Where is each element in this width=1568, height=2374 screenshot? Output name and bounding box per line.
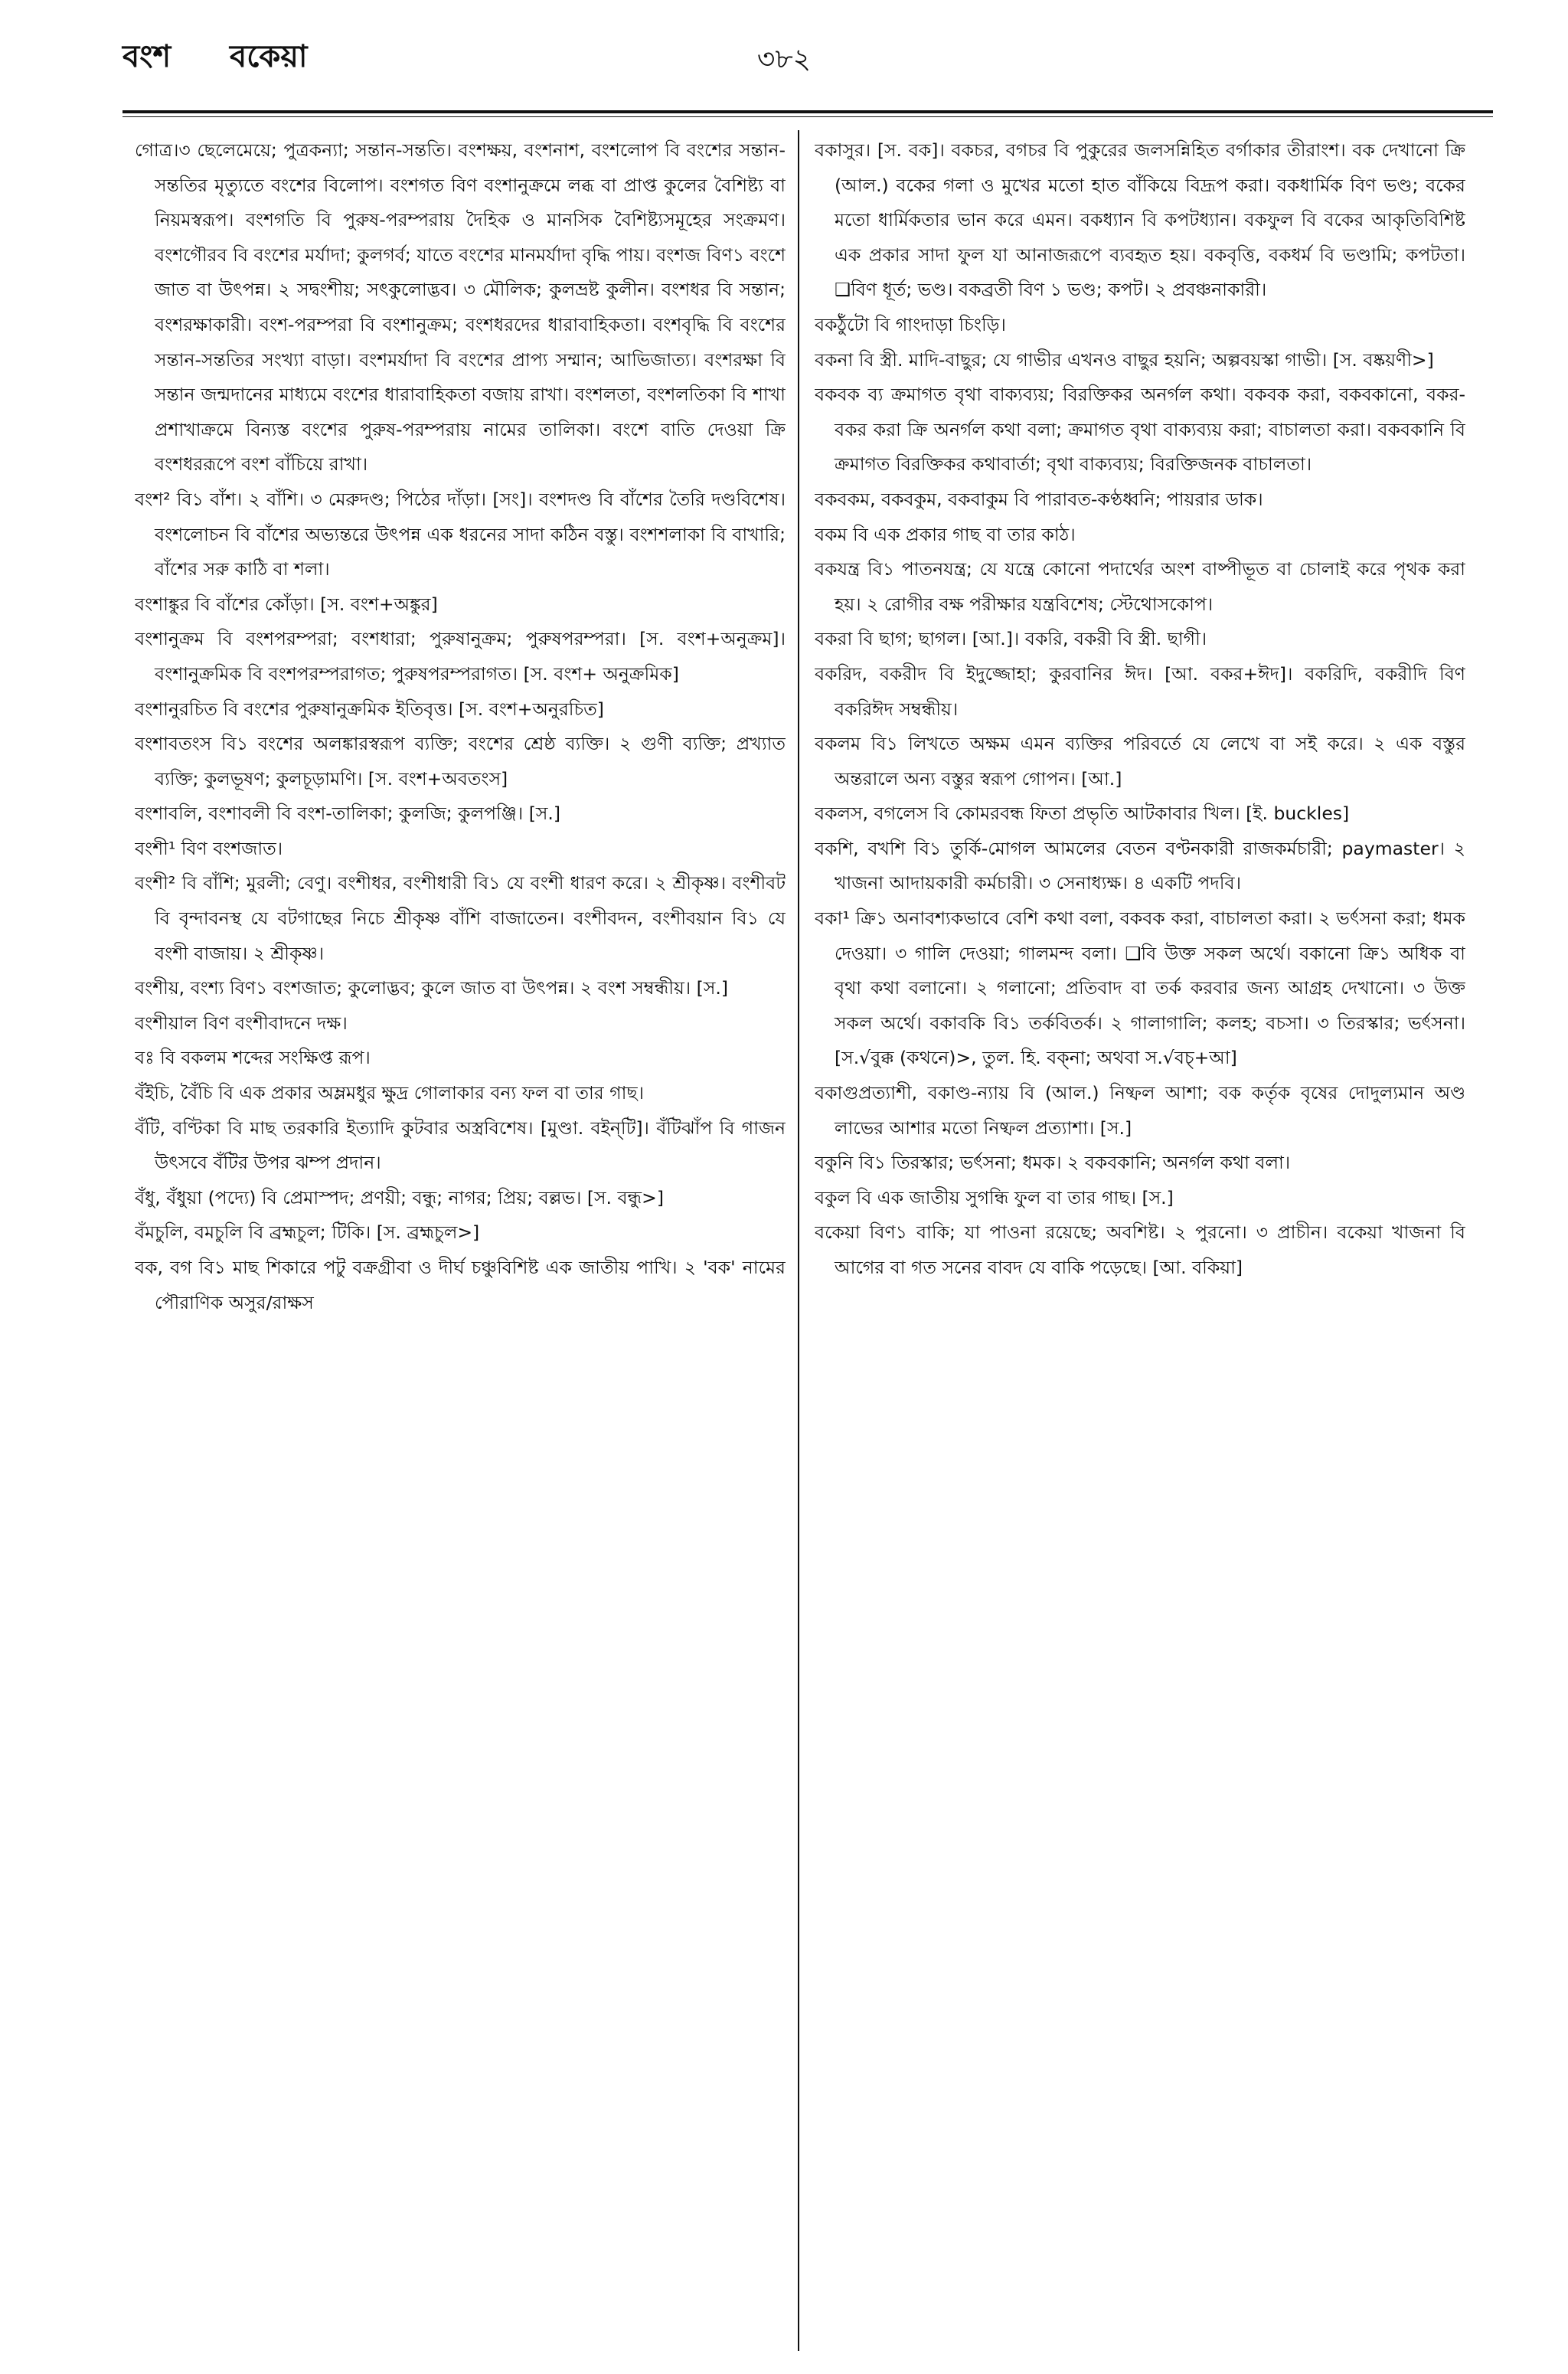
dictionary-entry: বকলস, বগলেস বি কোমরবন্ধ ফিতা প্রভৃতি আটকাবার খিল। [ই. buckles] <box>815 803 1350 825</box>
dictionary-entry: বংশাবতংস বি১ বংশের অলঙ্কারস্বরূপ ব্যক্তি; বংশের শ্রেষ্ঠ ব্যক্তি। ২ গুণী ব্যক্তি; প্রখ্যাত ব্যক্তি; কুলভূষণ; কুলচূড়ামণি। [স. বংশ+অবতংস] <box>135 733 786 790</box>
dictionary-entry: বকঠুঁটো বি গাংদাড়া চিংড়ি। <box>815 313 1006 335</box>
dictionary-entry: বকুল বি এক জাতীয় সুগন্ধি ফুল বা তার গাছ। [স.] <box>815 1186 1174 1208</box>
dictionary-entry: বংশাবলি, বংশাবলী বি বংশ-তালিকা; কুলজি; কুলপঞ্জি। [স.] <box>135 803 561 825</box>
dictionary-entry: বকনা বি স্ত্রী. মাদি-বাছুর; যে গাভীর এখনও বাছুর হয়নি; অল্পবয়স্কা গাভী। [স. বষ্কয়ণী>] <box>815 348 1434 371</box>
dictionary-entry: বকুনি বি১ তিরস্কার; ভর্ৎসনা; ধমক। ২ বকবকানি; অনর্গল কথা বলা। <box>815 1152 1291 1174</box>
dictionary-entry: বকা¹ ক্রি১ অনাবশ্যকভাবে বেশি কথা বলা, বকবক করা, বাচালতা করা। ২ ভর্ৎসনা করা; ধমক দেওয়া। ৩ গালি দেওয়া; গালমন্দ বলা। ❑বি উক্ত সকল অর্থে। বকানো ক্রি১ অধিক বা বৃথা কথা বলানো। ২ গলানো; প্রতিবাদ বা তর্ক করবার জন্য আগ্রহ দেখানো। ৩ উক্ত সকল অর্থে। বকাবকি বি১ তর্কবিতর্ক। ২ গালাগালি; কলহ; বচসা। ৩ তিরস্কার; ভর্ৎসনা। [স.√বুক্ক (কথনে)>, তুল. হি. বক্‌না; অথবা স.√বচ্+আ] <box>815 907 1465 1069</box>
left-column <box>135 133 786 2354</box>
dictionary-entry: বংশানুরচিত বি বংশের পুরুষানুক্রমিক ইতিবৃত্ত। [স. বংশ+অনুরচিত] <box>135 698 604 720</box>
header-rule <box>122 110 1493 113</box>
dictionary-entry: বকবকম, বকবকুম, বকবাকুম বি পারাবত-কণ্ঠধ্বনি; পায়রার ডাক। <box>815 488 1263 510</box>
page-header <box>0 34 1568 87</box>
dictionary-entry: বঁধু, বঁধুয়া (পদ্যে) বি প্রেমাস্পদ; প্রণয়ী; বন্ধু; নাগর; প্রিয়; বল্লভ। [স. বন্ধু>] <box>135 1186 665 1208</box>
header-rule-thin <box>122 116 1493 117</box>
right-column <box>815 133 1465 2354</box>
dictionary-entry: বকযন্ত্র বি১ পাতনযন্ত্র; যে যন্ত্রে কোনো পদার্থের অংশ বাষ্পীভূত বা চোলাই করে পৃথক করা হয়। ২ রোগীর বক্ষ পরীক্ষার যন্ত্রবিশেষ; স্টেথোসকোপ। <box>815 558 1465 615</box>
dictionary-entry: বংশ² বি১ বাঁশ। ২ বাঁশি। ৩ মেরুদণ্ড; পিঠের দাঁড়া। [সং]। বংশদণ্ড বি বাঁশের তৈরি দণ্ডবিশেষ। বংশলোচন বি বাঁশের অভ্যন্তরে উৎপন্ন এক ধরনের সাদা কঠিন বস্তু। বংশশলাকা বি বাখারি; বাঁশের সরু কাঠি বা শলা। <box>135 488 786 580</box>
dictionary-entry: বংশাঙ্কুর বি বাঁশের কোঁড়া। [স. বংশ+অঙ্কুর] <box>135 593 438 615</box>
dictionary-entry: বংশীয়াল বিণ বংশীবাদনে দক্ষ। <box>135 1012 348 1034</box>
dictionary-entry: বংশী¹ বিণ বংশজাত। <box>135 837 283 859</box>
dictionary-entry: বঁমচুলি, বমচুলি বি ব্রহ্মচুল; টিকি। [স. ব্রহ্মচুল>] <box>135 1221 480 1244</box>
first-guide-word: বংশ <box>122 39 172 74</box>
dictionary-entry: বকশি, বখশি বি১ তুর্কি-মোগল আমলের বেতন বণ্টনকারী রাজকর্মচারী; paymaster। ২ খাজনা আদায়কারী কর্মচারী। ৩ সেনাধ্যক্ষ। ৪ একটি পদবি। <box>815 837 1465 894</box>
dictionary-entry: বকেয়া বিণ১ বাকি; যা পাওনা রয়েছে; অবশিষ্ট। ২ পুরনো। ৩ প্রাচীন। বকেয়া খাজনা বি আগের বা গত সনের বাবদ যে বাকি পড়েছে। [আ. বকিয়া] <box>815 1221 1465 1278</box>
dictionary-entry: বকম বি এক প্রকার গাছ বা তার কাঠ। <box>815 523 1076 545</box>
dictionary-entry: বকরিদ, বকরীদ বি ইদুজ্জোহা; কুরবানির ঈদ। [আ. বকর+ঈদ]। বকরিদি, বকরীদি বিণ বকরিঈদ সম্বন্ধীয়। <box>815 662 1465 720</box>
dictionary-entry: বকবক ব্য ক্রমাগত বৃথা বাক্যব্যয়; বিরক্তিকর অনর্গল কথা। বকবক করা, বকবকানো, বকর-বকর করা ক্রি অনর্গল কথা বলা; ক্রমাগত বৃথা বাক্যব্যয় করা; বাচালতা করা। বকবকানি বি ক্রমাগত বিরক্তিকর কথাবার্তা; বৃথা বাক্যব্যয়; বিরক্তিজনক বাচালতা। <box>815 384 1465 476</box>
dictionary-entry: বঃ বি বকলম শব্দের সংক্ষিপ্ত রূপ। <box>135 1047 371 1069</box>
dictionary-entry: গোত্র।৩ ছেলেমেয়ে; পুত্রকন্যা; সন্তান-সন্ততি। বংশক্ষয়, বংশনাশ, বংশলোপ বি বংশের সন্তান-সন্ততির মৃত্যুতে বংশের বিলোপ। বংশগত বিণ বংশানুক্রমে লব্ধ বা প্রাপ্ত কুলের বৈশিষ্ট্য বা নিয়মস্বরূপ। বংশগতি বি পুরুষ-পরম্পরায় দৈহিক ও মানসিক বৈশিষ্ট্যসমূহের সংক্রমণ। বংশগৌরব বি বংশের মর্যাদা; কুলগর্ব; যাতে বংশের মানমর্যাদা বৃদ্ধি পায়। বংশজ বিণ১ বংশে জাত বা উৎপন্ন। ২ সদ্বংশীয়; সৎকুলোদ্ভব। ৩ মৌলিক; কুলভ্রষ্ট কুলীন। বংশধর বি সন্তান; বংশরক্ষাকারী। বংশ-পরম্পরা বি বংশানুক্রম; বংশধরদের ধারাবাহিকতা। বংশবৃদ্ধি বি বংশের সন্তান-সন্ততির সংখ্যা বাড়া। বংশমর্যাদা বি বংশের প্রাপ্য সম্মান; আভিজাত্য। বংশরক্ষা বি সন্তান জন্মদানের মাধ্যমে বংশের ধারাবাহিকতা বজায় রাখা। বংশলতা, বংশলতিকা বি শাখা প্রশাখাক্রমে বিন্যস্ত বংশের পুরুষ-পরম্পরায় নামের তালিকা। বংশে বাতি দেওয়া ক্রি বংশধররূপে বংশ বাঁচিয়ে রাখা। <box>135 139 786 476</box>
dictionary-entry: বক, বগ বি১ মাছ শিকারে পটু বক্রগ্রীবা ও দীর্ঘ চঞ্চুবিশিষ্ট এক জাতীয় পাখি। ২ 'বক' নামের পৌরাণিক অসুর/রাক্ষস <box>135 1257 786 1313</box>
dictionary-entry: বংশানুক্রম বি বংশপরম্পরা; বংশধারা; পুরুষানুক্রম; পুরুষপরম্পরা। [স. বংশ+অনুক্রম]। বংশানুক্রমিক বি বংশপরম্পরাগত; পুরুষপরম্পরাগত। [স. বংশ+ অনুক্রমিক] <box>135 628 786 685</box>
dictionary-entry: বঁইচি, বৈঁচি বি এক প্রকার অম্লমধুর ক্ষুদ্র গোলাকার বন্য ফল বা তার গাছ। <box>135 1082 645 1104</box>
last-guide-word: বকেয়া <box>230 39 308 74</box>
dictionary-entry: বকরা বি ছাগ; ছাগল। [আ.]। বকরি, বকরী বি স্ত্রী. ছাগী। <box>815 628 1207 650</box>
dictionary-entry: বকলম বি১ লিখতে অক্ষম এমন ব্যক্তির পরিবর্তে যে লেখে বা সই করে। ২ এক বস্তুর অন্তরালে অন্য বস্তুর স্বরূপ গোপন। [আ.] <box>815 733 1465 790</box>
dictionary-entry: বংশীয়, বংশ্য বিণ১ বংশজাত; কুলোদ্ভব; কুলে জাত বা উৎপন্ন। ২ বংশ সম্বন্ধীয়। [স.] <box>135 977 728 999</box>
page-number: ৩৮২ <box>756 44 812 75</box>
dictionary-entry: বঁটি, বণ্টিকা বি মাছ তরকারি ইত্যাদি কুটবার অস্ত্রবিশেষ। [মুণ্ডা. বইন্‌টি]। বঁটিঝাঁপ বি গাজন উৎসবে বঁটির উপর ঝম্প প্রদান। <box>135 1117 786 1174</box>
column-divider <box>798 130 799 2351</box>
dictionary-entry: বকাগুপ্রত্যাশী, বকাণ্ড-ন্যায় বি (আল.) নিষ্ফল আশা; বক কর্তৃক বৃষের দোদুল্যমান অণ্ড লাভের আশার মতো নিষ্ফল প্রত্যাশা। [স.] <box>815 1082 1465 1139</box>
dictionary-entry: বংশী² বি বাঁশি; মুরলী; বেণু। বংশীধর, বংশীধারী বি১ যে বংশী ধারণ করে। ২ শ্রীকৃষ্ণ। বংশীবট বি বৃন্দাবনস্থ যে বটগাছের নিচে শ্রীকৃষ্ণ বাঁশি বাজাতেন। বংশীবদন, বংশীবয়ান বি১ যে বংশী বাজায়। ২ শ্রীকৃষ্ণ। <box>135 872 786 964</box>
dictionary-entry: বকাসুর। [স. বক]। বকচর, বগচর বি পুকুরের জলসন্নিহিত বর্গাকার তীরাংশ। বক দেখানো ক্রি (আল.) বকের গলা ও মুখের মতো হাত বাঁকিয়ে বিদ্রূপ করা। বকধার্মিক বিণ ভণ্ড; বকের মতো ধার্মিকতার ভান করে এমন। বকধ্যান বি কপটধ্যান। বকফুল বি বকের আকৃতিবিশিষ্ট এক প্রকার সাদা ফুল যা আনাজরূপে ব্যবহৃত হয়। বকবৃত্তি, বকধর্ম বি ভণ্ডামি; কপটতা। ❑বিণ ধূর্ত; ভণ্ড। বকব্রতী বিণ ১ ভণ্ড; কপট। ২ প্রবঞ্চনাকারী। <box>815 139 1465 301</box>
